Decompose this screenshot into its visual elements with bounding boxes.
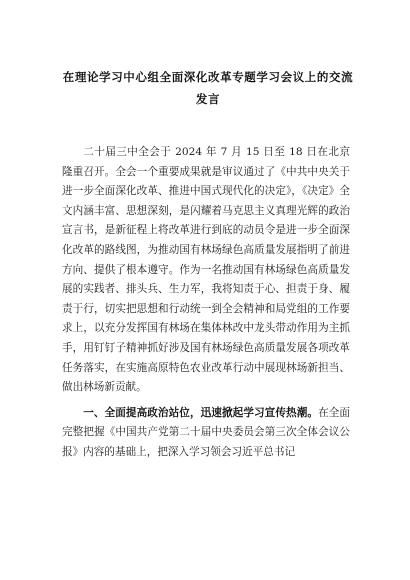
paragraph-text: 二十届三中全会于 2024 年 7 月 15 日至 18 日在北京隆重召开。全会一个重要成果就是审议通过了《中共中央关于进一步全面深化改革、推进中国式现代化的决定》，《决定》全文内涵丰富、思想深刻，是闪耀着马克思主义真理光辉的政治宣言书，是新征程上将改革进行到底的动员令是进一步全面深化改革的路线图，为推动国有林场绿色高质量发展指明了前进方向、提供了根本遵守。作为一名推动国有林场绿色高质量发展的实践者、排头兵、生力军，我将知责于心、担责于身、履责于行，切实把思想和行动统一到全会精神和局党组的工作要求上，以充分发挥国有林场在集体林改中龙头带动作用为主抓手，用钉钉子精神抓好涉及国有林场绿色高质量发展各项改革任务落实，在实施高原特色农业改革行动中展现林场新担当、做出林场新贡献。 xyxy=(62,146,350,394)
body-paragraph-intro xyxy=(62,143,350,398)
paragraph-text: 在全面完整把握《中国共产党第二十届中央委员会第三次全体会议公报》内容的基础上，把深入学习领会习近平总书记 xyxy=(62,406,351,458)
document-body xyxy=(62,143,350,469)
section-heading-1: 一、全面提高政治站位，迅速掀起学习宣传热潮。 xyxy=(83,406,319,419)
document-title: 在理论学习中心组全面深化改革专题学习会议上的交流发言 xyxy=(62,70,354,106)
body-paragraph-section-1 xyxy=(62,404,350,463)
